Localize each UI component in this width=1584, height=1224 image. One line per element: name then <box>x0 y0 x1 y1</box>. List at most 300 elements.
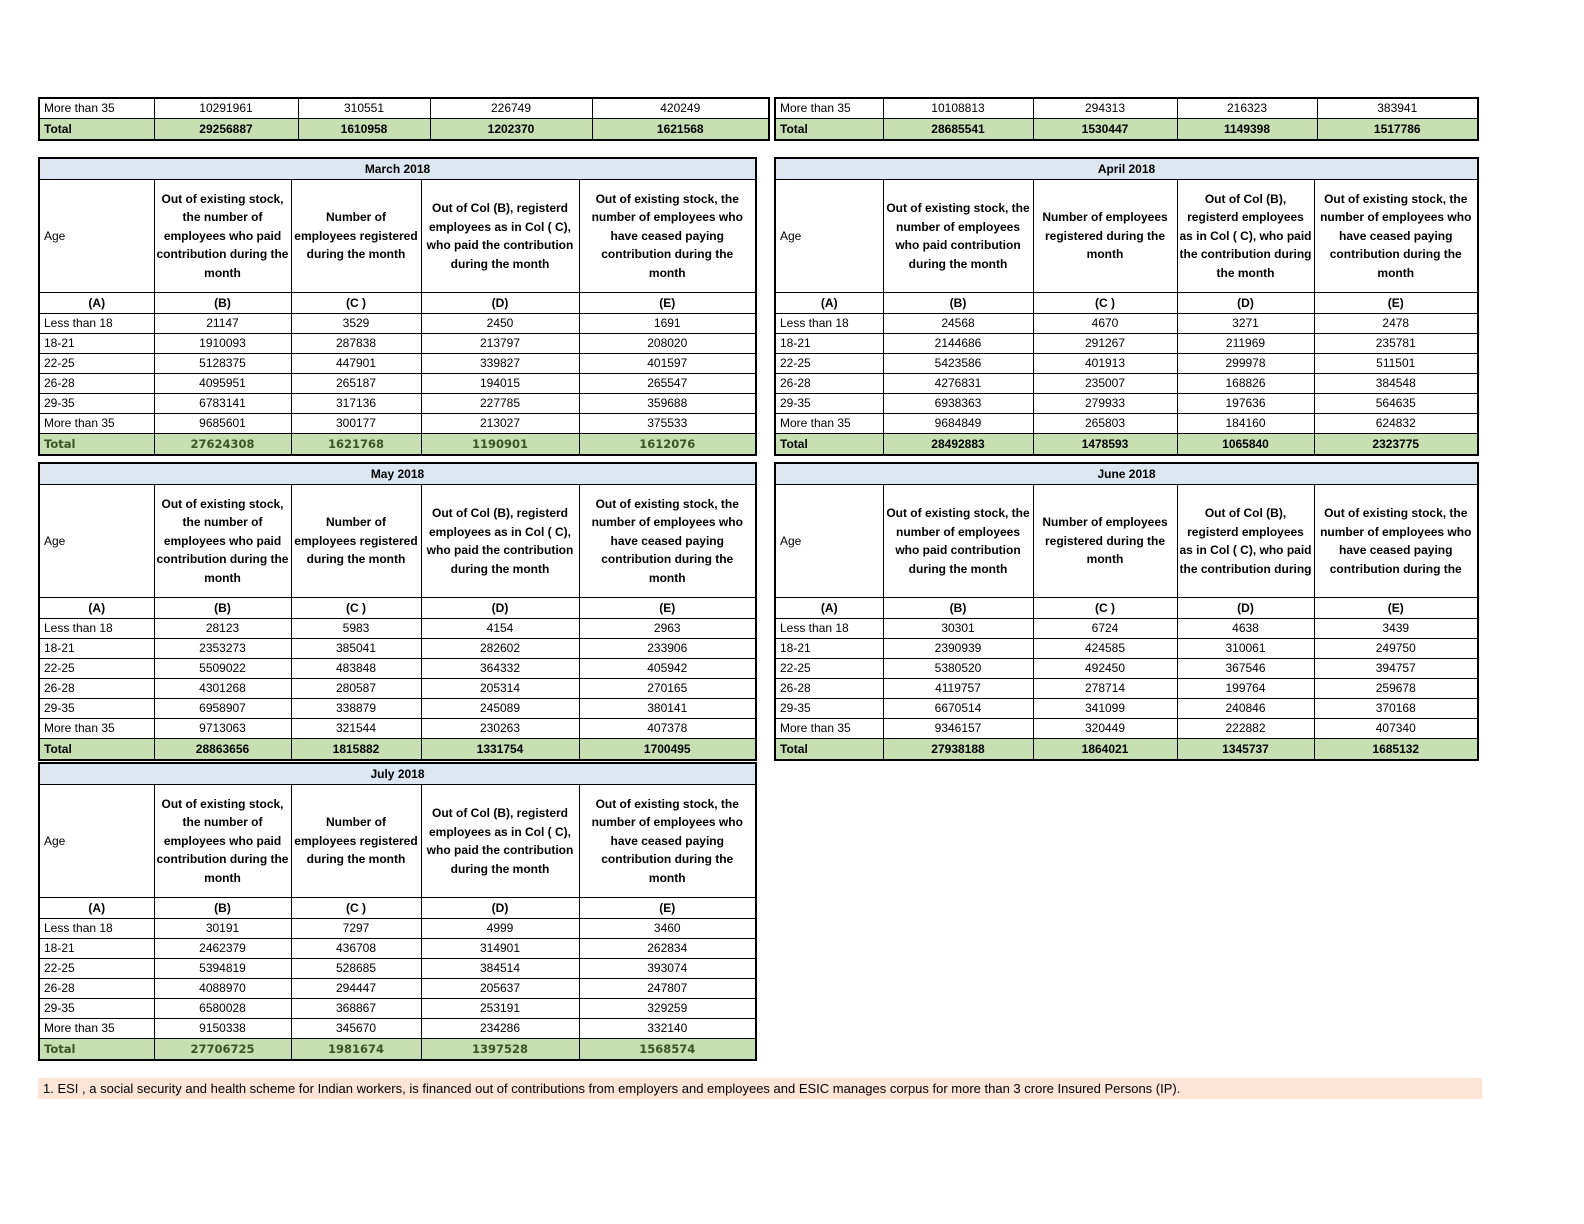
value-cell: 9685601 <box>154 414 291 434</box>
column-header-cell <box>1177 485 1314 598</box>
value-cell: 245089 <box>421 699 579 719</box>
month-table-may-2018-grid <box>38 462 757 761</box>
value-cell: 321544 <box>291 719 421 739</box>
value-cell: 370168 <box>1314 699 1478 719</box>
value-cell: 262834 <box>579 939 756 959</box>
carryover-table-right <box>774 97 1479 141</box>
value-cell: 234286 <box>421 1019 579 1039</box>
age-cell: More than 35 <box>39 414 154 434</box>
value-cell: 332140 <box>579 1019 756 1039</box>
total-value-cell: 1981674 <box>291 1039 421 1061</box>
column-letter-cell: (D) <box>1177 293 1314 314</box>
value-cell: 6670514 <box>883 699 1033 719</box>
value-cell: 368867 <box>291 999 421 1019</box>
value-cell: 30191 <box>154 919 291 939</box>
value-cell: 287838 <box>291 334 421 354</box>
value-cell: 5128375 <box>154 354 291 374</box>
column-header-text <box>582 785 754 897</box>
value-cell: 259678 <box>1314 679 1478 699</box>
age-cell: 26-28 <box>775 374 883 394</box>
column-header-label: Out of existing stock, the number of employees who paid contribution during the month <box>156 496 289 585</box>
table-row <box>39 414 756 434</box>
month-table-april-2018-grid <box>774 157 1479 456</box>
value-cell: 492450 <box>1033 659 1177 679</box>
value-cell: 6724 <box>1033 619 1177 639</box>
table-row <box>39 619 756 639</box>
column-header-row <box>39 785 756 898</box>
value-cell: 2390939 <box>883 639 1033 659</box>
total-value-cell: 28685541 <box>883 119 1033 141</box>
age-header-cell <box>39 785 154 898</box>
month-title: April 2018 <box>775 158 1478 180</box>
age-cell: 22-25 <box>39 959 154 979</box>
column-header-label: Out of Col (B), registerd employees as in Col ( C), who paid the contribution during the month <box>1179 191 1312 280</box>
column-header-label: Number of employees registered during the month <box>1042 515 1168 567</box>
table-row <box>775 639 1478 659</box>
total-value-cell: 1345737 <box>1177 739 1314 761</box>
table-row <box>39 979 756 999</box>
value-cell: 279933 <box>1033 394 1177 414</box>
column-header-label: Age <box>44 228 66 243</box>
value-cell: 291267 <box>1033 334 1177 354</box>
column-letter-cell: (E) <box>579 898 756 919</box>
age-cell: More than 35 <box>39 1019 154 1039</box>
total-value-cell: 1149398 <box>1177 119 1317 141</box>
table-row <box>39 639 756 659</box>
column-header-label: Number of employees registered during the month <box>1042 210 1168 262</box>
column-header-label: Out of existing stock, the number of employees who paid contribution during the month <box>156 796 289 885</box>
column-letter-row <box>39 598 756 619</box>
value-cell: 265803 <box>1033 414 1177 434</box>
table-row <box>39 999 756 1019</box>
column-header-row <box>39 485 756 598</box>
total-value-cell: 1610958 <box>298 119 430 141</box>
total-label-cell: Total <box>39 434 154 456</box>
value-cell: 4088970 <box>154 979 291 999</box>
month-table-june-2018-grid <box>774 462 1479 761</box>
column-header-text <box>157 180 289 292</box>
value-cell: 367546 <box>1177 659 1314 679</box>
value-cell: 2462379 <box>154 939 291 959</box>
column-header-text <box>294 785 419 897</box>
total-row <box>39 1039 756 1061</box>
value-cell: 211969 <box>1177 334 1314 354</box>
total-value-cell: 1612076 <box>579 434 756 456</box>
value-cell: 359688 <box>579 394 756 414</box>
age-header-cell <box>775 485 883 598</box>
value-cell: 6958907 <box>154 699 291 719</box>
column-header-label: Out of existing stock, the number of employees who paid contribution during the month <box>156 191 289 280</box>
column-letter-cell: (C ) <box>291 898 421 919</box>
column-header-label: Out of Col (B), registerd employees as in Col ( C), who paid the contribution during the month <box>426 806 574 876</box>
age-cell: More than 35 <box>775 719 883 739</box>
column-header-cell <box>1033 485 1177 598</box>
value-cell: 345670 <box>291 1019 421 1039</box>
column-letter-cell: (D) <box>421 898 579 919</box>
value-cell: 3439 <box>1314 619 1478 639</box>
column-header-text <box>424 785 577 897</box>
column-header-text <box>582 485 754 597</box>
value-cell: 4999 <box>421 919 579 939</box>
table-row <box>39 719 756 739</box>
value-cell: 4154 <box>421 619 579 639</box>
month-title: July 2018 <box>39 763 756 785</box>
column-header-label: Out of existing stock, the number of employees who have ceased paying contribution during the month <box>591 796 743 885</box>
value-cell: 401597 <box>579 354 756 374</box>
value-cell: 199764 <box>1177 679 1314 699</box>
value-cell: 314901 <box>421 939 579 959</box>
column-header-text <box>780 485 881 597</box>
column-header-text <box>157 485 289 597</box>
column-header-cell <box>154 485 291 598</box>
column-header-text <box>44 180 152 292</box>
value-cell: 384514 <box>421 959 579 979</box>
value-cell: 9346157 <box>883 719 1033 739</box>
column-letter-cell: (A) <box>775 598 883 619</box>
column-header-label: Out of Col (B), registerd employees as in Col ( C), who paid the contribution during <box>1179 506 1312 576</box>
age-cell: More than 35 <box>39 98 154 119</box>
column-header-text <box>1180 485 1312 597</box>
value-cell: 310061 <box>1177 639 1314 659</box>
table-row <box>39 699 756 719</box>
column-header-text <box>1317 180 1476 292</box>
column-header-text <box>582 180 754 292</box>
value-cell: 282602 <box>421 639 579 659</box>
value-cell: 2353273 <box>154 639 291 659</box>
value-cell: 4119757 <box>883 679 1033 699</box>
table-row <box>775 719 1478 739</box>
column-header-text <box>44 485 152 597</box>
value-cell: 329259 <box>579 999 756 1019</box>
table-row <box>39 959 756 979</box>
value-cell: 205314 <box>421 679 579 699</box>
value-cell: 280587 <box>291 679 421 699</box>
total-value-cell: 28492883 <box>883 434 1033 456</box>
month-table-march-2018 <box>38 157 757 456</box>
age-cell: 29-35 <box>775 394 883 414</box>
month-table-july-2018-grid <box>38 762 757 1061</box>
value-cell: 338879 <box>291 699 421 719</box>
value-cell: 265547 <box>579 374 756 394</box>
value-cell: 249750 <box>1314 639 1478 659</box>
column-header-label: Out of existing stock, the number of employees who paid contribution during the month <box>886 506 1030 576</box>
total-label-cell: Total <box>775 434 883 456</box>
month-title-row <box>39 463 756 485</box>
column-letter-row <box>775 293 1478 314</box>
column-header-cell <box>291 785 421 898</box>
table-row <box>775 619 1478 639</box>
column-letter-row <box>39 293 756 314</box>
column-letter-cell: (E) <box>579 293 756 314</box>
value-cell: 208020 <box>579 334 756 354</box>
value-cell: 6580028 <box>154 999 291 1019</box>
value-cell: 364332 <box>421 659 579 679</box>
total-row <box>39 434 756 456</box>
value-cell: 270165 <box>579 679 756 699</box>
age-cell: 29-35 <box>775 699 883 719</box>
table-row <box>775 354 1478 374</box>
age-cell: 22-25 <box>39 354 154 374</box>
column-letter-cell: (C ) <box>1033 293 1177 314</box>
column-header-text <box>780 180 881 292</box>
total-row <box>775 119 1478 141</box>
value-cell: 420249 <box>592 98 769 119</box>
value-cell: 4638 <box>1177 619 1314 639</box>
column-header-row <box>775 180 1478 293</box>
column-header-label: Out of existing stock, the number of employees who have ceased paying contribution during the month <box>591 496 743 585</box>
age-cell: Less than 18 <box>39 619 154 639</box>
total-value-cell: 1517786 <box>1317 119 1478 141</box>
column-header-label: Out of Col (B), registerd employees as in Col ( C), who paid the contribution during the month <box>426 506 574 576</box>
column-letter-cell: (E) <box>1314 598 1478 619</box>
table-row <box>39 679 756 699</box>
value-cell: 384548 <box>1314 374 1478 394</box>
column-header-text <box>44 785 152 897</box>
value-cell: 624832 <box>1314 414 1478 434</box>
value-cell: 2450 <box>421 314 579 334</box>
age-header-cell <box>39 180 154 293</box>
column-header-label: Number of employees registered during the month <box>294 815 418 867</box>
column-header-label: Out of existing stock, the number of employees who have ceased paying contribution during the <box>1320 506 1472 576</box>
total-value-cell: 1864021 <box>1033 739 1177 761</box>
column-header-label: Out of Col (B), registerd employees as in Col ( C), who paid the contribution during the month <box>426 201 574 271</box>
column-letter-cell: (B) <box>154 898 291 919</box>
value-cell: 184160 <box>1177 414 1314 434</box>
age-cell: 18-21 <box>39 939 154 959</box>
carryover-table-left-grid <box>38 97 770 141</box>
value-cell: 226749 <box>430 98 592 119</box>
column-header-label: Age <box>780 228 802 243</box>
value-cell: 278714 <box>1033 679 1177 699</box>
table-row <box>39 374 756 394</box>
age-cell: More than 35 <box>39 719 154 739</box>
value-cell: 3271 <box>1177 314 1314 334</box>
total-value-cell: 1568574 <box>579 1039 756 1061</box>
total-label-cell: Total <box>39 119 154 141</box>
value-cell: 9713063 <box>154 719 291 739</box>
table-row <box>39 919 756 939</box>
column-header-label: Out of existing stock, the number of employees who have ceased paying contribution during the month <box>591 191 743 280</box>
column-header-label: Age <box>44 833 66 848</box>
column-header-cell <box>154 785 291 898</box>
total-value-cell: 1685132 <box>1314 739 1478 761</box>
value-cell: 5423586 <box>883 354 1033 374</box>
value-cell: 447901 <box>291 354 421 374</box>
value-cell: 511501 <box>1314 354 1478 374</box>
total-value-cell: 1202370 <box>430 119 592 141</box>
table-row <box>39 659 756 679</box>
total-row <box>39 739 756 761</box>
total-value-cell: 1621568 <box>592 119 769 141</box>
value-cell: 300177 <box>291 414 421 434</box>
value-cell: 240846 <box>1177 699 1314 719</box>
table-row <box>775 98 1478 119</box>
column-header-text <box>424 485 577 597</box>
age-cell: Less than 18 <box>775 314 883 334</box>
column-letter-cell: (C ) <box>1033 598 1177 619</box>
column-header-cell <box>1314 180 1478 293</box>
column-letter-cell: (A) <box>39 293 154 314</box>
value-cell: 213027 <box>421 414 579 434</box>
value-cell: 230263 <box>421 719 579 739</box>
column-header-row <box>775 485 1478 598</box>
value-cell: 393074 <box>579 959 756 979</box>
column-header-label: Number of employees registered during the month <box>294 515 418 567</box>
column-letter-cell: (A) <box>39 898 154 919</box>
value-cell: 401913 <box>1033 354 1177 374</box>
column-header-text <box>424 180 577 292</box>
value-cell: 227785 <box>421 394 579 414</box>
total-value-cell: 27938188 <box>883 739 1033 761</box>
column-header-cell <box>883 485 1033 598</box>
table-row <box>775 394 1478 414</box>
total-value-cell: 1065840 <box>1177 434 1314 456</box>
column-header-cell <box>421 180 579 293</box>
age-cell: 22-25 <box>775 659 883 679</box>
carryover-table-left <box>38 97 770 141</box>
table-row <box>39 354 756 374</box>
column-header-label: Out of existing stock, the number of employees who have ceased paying contribution during the month <box>1320 191 1472 280</box>
value-cell: 294447 <box>291 979 421 999</box>
column-header-cell <box>1314 485 1478 598</box>
age-header-cell <box>39 485 154 598</box>
value-cell: 24568 <box>883 314 1033 334</box>
table-row <box>39 394 756 414</box>
age-cell: 29-35 <box>39 394 154 414</box>
table-row <box>775 314 1478 334</box>
value-cell: 310551 <box>298 98 430 119</box>
value-cell: 385041 <box>291 639 421 659</box>
table-row <box>775 414 1478 434</box>
column-header-label: Out of existing stock, the number of employees who paid contribution during the month <box>886 201 1030 271</box>
month-table-april-2018 <box>774 157 1479 456</box>
month-title: March 2018 <box>39 158 756 180</box>
age-cell: Less than 18 <box>775 619 883 639</box>
total-label-cell: Total <box>775 739 883 761</box>
value-cell: 247807 <box>579 979 756 999</box>
column-header-label: Number of employees registered during the month <box>294 210 418 262</box>
value-cell: 564635 <box>1314 394 1478 414</box>
month-table-july-2018 <box>38 762 757 1061</box>
total-label-cell: Total <box>39 739 154 761</box>
table-row <box>39 1019 756 1039</box>
age-cell: 26-28 <box>39 979 154 999</box>
column-header-text <box>886 485 1031 597</box>
column-letter-cell: (C ) <box>291 598 421 619</box>
value-cell: 320449 <box>1033 719 1177 739</box>
age-cell: 22-25 <box>775 354 883 374</box>
age-cell: Less than 18 <box>39 314 154 334</box>
value-cell: 21147 <box>154 314 291 334</box>
value-cell: 235007 <box>1033 374 1177 394</box>
table-row <box>39 939 756 959</box>
value-cell: 9684849 <box>883 414 1033 434</box>
age-cell: 18-21 <box>39 334 154 354</box>
total-value-cell: 1621768 <box>291 434 421 456</box>
column-letter-cell: (E) <box>579 598 756 619</box>
value-cell: 299978 <box>1177 354 1314 374</box>
value-cell: 341099 <box>1033 699 1177 719</box>
column-letter-cell: (B) <box>154 598 291 619</box>
table-row <box>775 659 1478 679</box>
value-cell: 222882 <box>1177 719 1314 739</box>
column-letter-cell: (C ) <box>291 293 421 314</box>
total-row <box>39 119 769 141</box>
value-cell: 383941 <box>1317 98 1478 119</box>
value-cell: 424585 <box>1033 639 1177 659</box>
total-value-cell: 29256887 <box>154 119 298 141</box>
column-header-text <box>1180 180 1312 292</box>
column-header-cell <box>291 485 421 598</box>
value-cell: 10108813 <box>883 98 1033 119</box>
age-cell: 29-35 <box>39 999 154 1019</box>
age-cell: 18-21 <box>775 334 883 354</box>
total-value-cell: 2323775 <box>1314 434 1478 456</box>
age-cell: 26-28 <box>39 679 154 699</box>
month-table-march-2018-grid <box>38 157 757 456</box>
total-value-cell: 1190901 <box>421 434 579 456</box>
value-cell: 6783141 <box>154 394 291 414</box>
total-value-cell: 1700495 <box>579 739 756 761</box>
total-value-cell: 1478593 <box>1033 434 1177 456</box>
value-cell: 216323 <box>1177 98 1317 119</box>
carryover-table-right-grid <box>774 97 1479 141</box>
column-letter-cell: (D) <box>1177 598 1314 619</box>
column-header-text <box>294 485 419 597</box>
value-cell: 253191 <box>421 999 579 1019</box>
column-header-cell <box>154 180 291 293</box>
value-cell: 265187 <box>291 374 421 394</box>
age-cell: 26-28 <box>39 374 154 394</box>
value-cell: 380141 <box>579 699 756 719</box>
value-cell: 2144686 <box>883 334 1033 354</box>
month-table-may-2018 <box>38 462 757 761</box>
column-header-cell <box>579 785 756 898</box>
value-cell: 28123 <box>154 619 291 639</box>
column-header-cell <box>291 180 421 293</box>
month-title: June 2018 <box>775 463 1478 485</box>
age-cell: More than 35 <box>775 98 883 119</box>
value-cell: 168826 <box>1177 374 1314 394</box>
value-cell: 405942 <box>579 659 756 679</box>
column-header-cell <box>421 785 579 898</box>
value-cell: 483848 <box>291 659 421 679</box>
value-cell: 294313 <box>1033 98 1177 119</box>
age-cell: 29-35 <box>39 699 154 719</box>
table-row <box>39 98 769 119</box>
age-cell: 26-28 <box>775 679 883 699</box>
column-header-cell <box>421 485 579 598</box>
column-header-row <box>39 180 756 293</box>
column-header-text <box>1317 485 1476 597</box>
age-cell: Less than 18 <box>39 919 154 939</box>
value-cell: 5509022 <box>154 659 291 679</box>
value-cell: 197636 <box>1177 394 1314 414</box>
total-row <box>775 434 1478 456</box>
column-header-text <box>886 180 1031 292</box>
column-header-text <box>1036 180 1175 292</box>
table-row <box>39 334 756 354</box>
column-header-cell <box>1177 180 1314 293</box>
age-cell: 18-21 <box>39 639 154 659</box>
value-cell: 436708 <box>291 939 421 959</box>
month-title-row <box>39 763 756 785</box>
value-cell: 4670 <box>1033 314 1177 334</box>
value-cell: 205637 <box>421 979 579 999</box>
value-cell: 5380520 <box>883 659 1033 679</box>
value-cell: 235781 <box>1314 334 1478 354</box>
column-header-cell <box>579 180 756 293</box>
